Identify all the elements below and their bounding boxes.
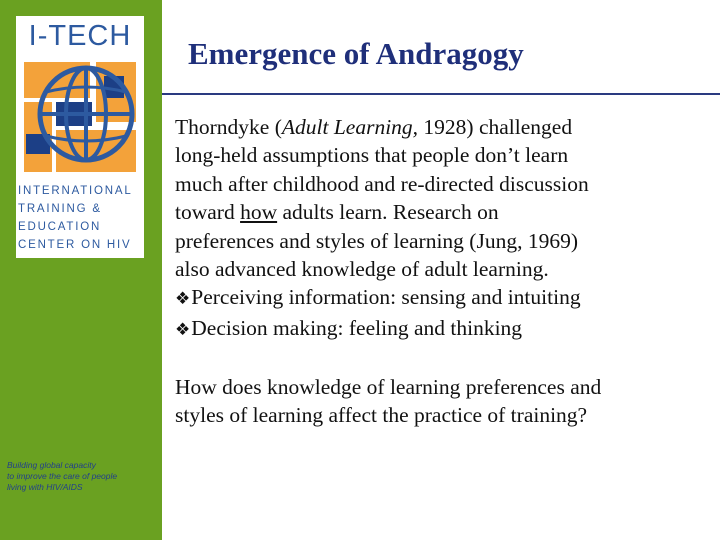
- slide-body: [175, 113, 715, 429]
- logo-line: EDUCATION: [18, 221, 102, 233]
- bullet-text: Perceiving information: sensing and intuiting: [191, 285, 581, 310]
- book-title: Adult Learning,: [281, 115, 419, 139]
- bullet-item: [175, 283, 715, 313]
- question-line: How does knowledge of learning preferences and: [175, 374, 602, 399]
- bullet-item: [175, 314, 715, 344]
- diamond-bullet-icon: ❖: [175, 289, 191, 309]
- body-line: [175, 198, 715, 226]
- logo-wordmark: I-TECH: [28, 20, 132, 52]
- slide-title: Emergence of Andragogy: [188, 36, 524, 71]
- diamond-bullet-icon: ❖: [175, 319, 191, 339]
- body-line: [175, 113, 715, 141]
- body-text-run: 1928) challenged: [418, 115, 573, 139]
- logo-line: INTERNATIONAL: [18, 185, 133, 197]
- tagline-line: to improve the care of people: [7, 471, 118, 481]
- logo-line: CENTER ON HIV: [18, 239, 132, 251]
- body-text-run: toward: [175, 200, 241, 225]
- logo-organization-name: [18, 182, 142, 254]
- globe-logo-icon: [20, 56, 140, 178]
- body-line: preferences and styles of learning (Jung, 1969): [175, 228, 578, 253]
- tagline-line: living with HIV/AIDS: [7, 482, 83, 492]
- sidebar: [0, 0, 162, 540]
- underlined-word: how: [240, 200, 278, 225]
- itech-logo: [16, 16, 144, 258]
- body-text-run: adults learn. Research on: [277, 200, 499, 225]
- tagline-line: Building global capacity: [7, 460, 96, 470]
- question-line: styles of learning affect the practice of training?: [175, 403, 588, 428]
- bullet-text: Decision making: feeling and thinking: [191, 315, 523, 340]
- tagline: [7, 460, 159, 493]
- body-line: also advanced knowledge of adult learning.: [175, 257, 549, 282]
- body-line: much after childhood and re-directed discussion: [175, 171, 589, 196]
- logo-line: TRAINING &: [18, 203, 102, 215]
- paragraph-gap: [175, 344, 715, 372]
- title-divider: [162, 93, 720, 95]
- body-text-run: Thorndyke (: [175, 115, 282, 139]
- body-line: long-held assumptions that people don’t learn: [175, 143, 569, 168]
